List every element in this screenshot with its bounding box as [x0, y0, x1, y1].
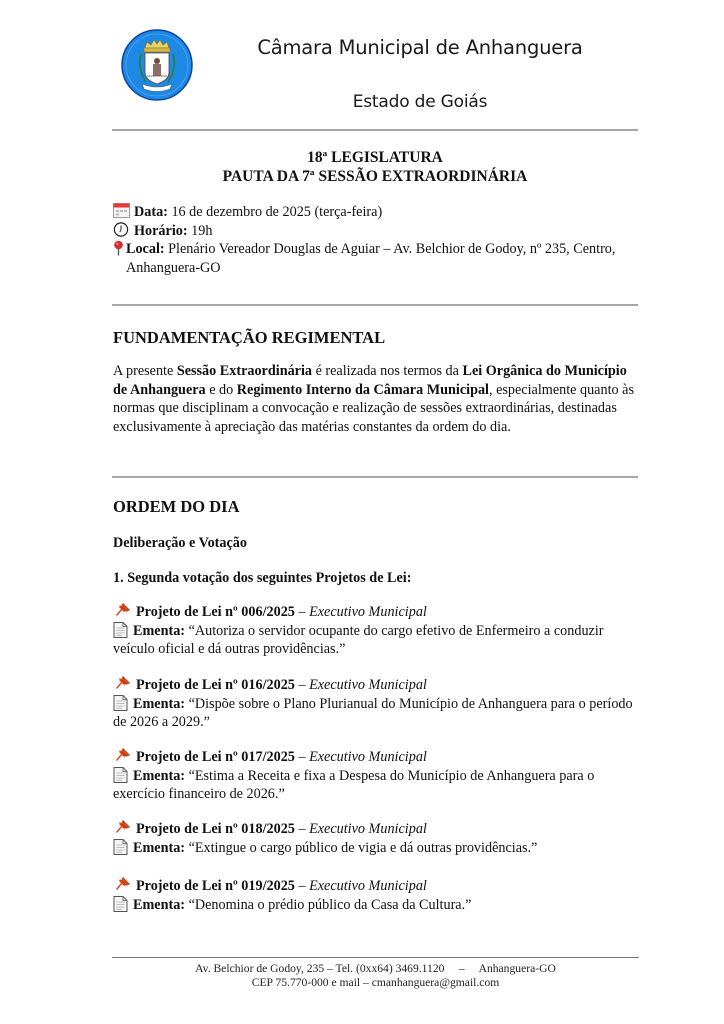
institution-title: Câmara Municipal de Anhanguera — [257, 36, 583, 59]
bill-ementa-row — [113, 767, 638, 804]
session-info — [113, 203, 643, 277]
calendar-icon — [113, 203, 130, 218]
ementa-text: “Autoriza o servidor ocupante do cargo efetivo de Enfermeiro a conduzir veículo oficial e dá outras providências.” — [113, 622, 604, 657]
pushpin-icon — [113, 676, 131, 691]
bill-ementa-row — [113, 622, 638, 659]
text-run: e do — [205, 381, 237, 398]
bill-item — [113, 676, 638, 732]
date-value: 16 de dezembro de 2025 (terça-feira) — [167, 204, 383, 220]
bold-term: Sessão Extraordinária — [176, 363, 313, 379]
text-run: é realizada nos termos da — [312, 363, 463, 379]
dash: – — [294, 878, 310, 894]
ordem-subheading: Deliberação e Votação — [113, 535, 247, 551]
bold-term: Regimento Interno da Câmara Municipal — [236, 381, 489, 398]
bill-origin: Executivo Municipal — [309, 878, 427, 894]
ordem-section-title: 1. Segunda votação dos seguintes Projetos de Lei: — [113, 570, 412, 586]
footer-address: Av. Belchior de Godoy, 235 – Tel. (0xx64) 3469.1120 – Anhanguera-GO — [195, 962, 556, 975]
agenda-title: PAUTA DA 7ª SESSÃO EXTRAORDINÁRIA — [222, 168, 528, 185]
pushpin-icon — [113, 820, 131, 835]
bill-item — [113, 820, 638, 857]
info-divider — [112, 304, 638, 306]
legislature-title: 18ª LEGISLATURA — [307, 149, 443, 166]
footer-contact: CEP 75.770-000 e mail – cmanhanguera@gmail.com — [251, 976, 500, 989]
session-title-block — [112, 148, 638, 186]
fundamentacao-paragraph — [113, 362, 638, 436]
clock-icon — [113, 222, 130, 237]
time-value: 19h — [187, 222, 213, 239]
bill-title: Projeto de Lei nº 019/2025 — [136, 878, 295, 894]
ementa-label: Ementa: — [133, 896, 186, 913]
dash: – — [294, 604, 310, 620]
date-row — [113, 203, 643, 222]
coat-of-arms-icon — [120, 28, 194, 102]
pushpin-icon — [113, 877, 131, 892]
header-divider — [112, 129, 638, 131]
bill-title-row — [113, 748, 638, 767]
text-run: , especialmente quanto às normas que disciplinam a convocação e realização de sessões extraordinárias, destinadas exclusivamente à apreciação das matérias constantes da ordem do dia. — [113, 381, 634, 435]
footer-divider — [112, 957, 639, 958]
ementa-label: Ementa: — [133, 695, 186, 712]
document-icon — [113, 767, 128, 782]
bill-origin: Executivo Municipal — [309, 749, 427, 765]
bill-title: Projeto de Lei nº 017/2025 — [136, 749, 295, 765]
document-icon — [113, 839, 128, 854]
bill-item — [113, 748, 638, 804]
ementa-label: Ementa: — [133, 767, 186, 784]
bill-title: Projeto de Lei nº 006/2025 — [136, 604, 295, 620]
dash: – — [294, 749, 310, 765]
document-icon — [113, 695, 128, 710]
pushpin-icon — [113, 603, 131, 618]
bill-title-row — [113, 603, 638, 622]
ementa-text: “Estima a Receita e fixa a Despesa do Município de Anhanguera para o exercício financeiro de 2026.” — [113, 767, 595, 802]
bill-ementa-row — [113, 839, 638, 858]
ordem-heading: ORDEM DO DIA — [113, 497, 240, 516]
place-value: Plenário Vereador Douglas de Aguiar – Av. Belchior de Godoy, nº 235, Centro, Anhanguera-GO — [126, 241, 616, 276]
bold-term: Lei Orgânica do Município de Anhanguera — [113, 363, 627, 398]
bill-title-row — [113, 820, 638, 839]
bill-origin: Executivo Municipal — [309, 821, 427, 837]
ementa-text: “Denomina o prédio público da Casa da Cultura.” — [188, 896, 472, 913]
bill-title-row — [113, 676, 638, 695]
text-run: A presente — [113, 363, 177, 379]
dash: – — [294, 821, 310, 837]
document-icon — [113, 896, 128, 911]
state-subtitle: Estado de Goiás — [352, 92, 488, 112]
fundamentacao-divider — [112, 476, 638, 478]
fundamentacao-heading: FUNDAMENTAÇÃO REGIMENTAL — [113, 328, 386, 347]
bill-ementa-row — [113, 896, 638, 915]
time-label: Horário: — [134, 222, 188, 239]
ementa-text: “Dispõe sobre o Plano Plurianual do Município de Anhanguera para o período de 2026 a 2029.” — [113, 695, 633, 730]
bill-title-row — [113, 877, 638, 896]
document-icon — [113, 622, 128, 637]
municipal-logo — [120, 28, 194, 102]
pushpin-icon — [113, 748, 131, 763]
dash: – — [294, 677, 310, 693]
ementa-label: Ementa: — [133, 839, 186, 856]
bill-origin: Executivo Municipal — [309, 604, 427, 620]
bill-ementa-row — [113, 695, 638, 732]
map-pin-icon — [113, 240, 124, 255]
bill-origin: Executivo Municipal — [309, 677, 427, 693]
bill-item — [113, 877, 638, 914]
bill-title: Projeto de Lei nº 018/2025 — [136, 821, 295, 837]
bill-title: Projeto de Lei nº 016/2025 — [136, 677, 295, 693]
time-row — [113, 222, 643, 241]
bill-item — [113, 603, 638, 659]
ementa-label: Ementa: — [133, 622, 186, 639]
place-label: Local: — [126, 241, 165, 258]
place-row — [113, 240, 643, 277]
ementa-text: “Extingue o cargo público de vigia e dá outras providências.” — [188, 839, 538, 856]
date-label: Data: — [134, 204, 168, 220]
